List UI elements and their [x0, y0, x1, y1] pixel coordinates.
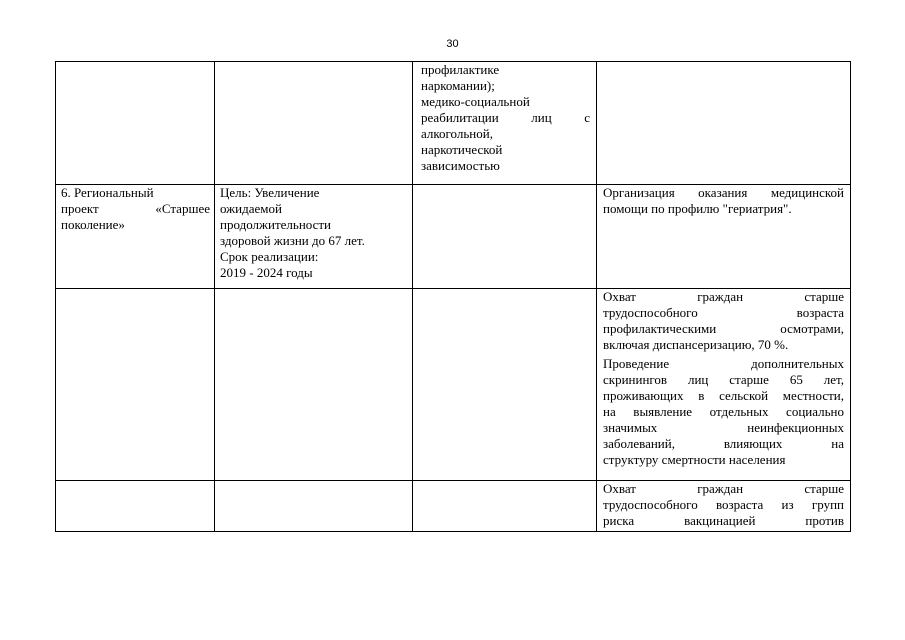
table-cell [56, 62, 215, 185]
table-cell [597, 185, 851, 289]
table-cell [215, 62, 413, 185]
cell-text: риска вакцинацией против [603, 513, 844, 528]
cell-text: медико-социальной [421, 94, 530, 109]
cell-text: Организация оказания медицинской [603, 185, 844, 200]
cell-text: значимых неинфекционных [603, 420, 844, 435]
cell-text: включая диспансеризацию, 70 %. [603, 337, 789, 352]
cell-text: реабилитации лиц с [421, 110, 590, 125]
page-number: 30 [446, 38, 459, 50]
table-cell [215, 185, 413, 289]
project-title-line: 6. Региональный [61, 185, 154, 200]
table-cell [413, 185, 597, 289]
table-cell [56, 289, 215, 481]
table-cell [597, 289, 851, 481]
goal-text: Цель: Увеличение [220, 185, 320, 200]
cell-text: профилактике [421, 62, 500, 77]
cell-text: алкогольной, [421, 126, 493, 141]
cell-text: профилактическими осмотрами, [603, 321, 844, 336]
goal-text: ожидаемой [220, 201, 282, 216]
cell-text: скринингов лиц старше 65 лет, [603, 372, 844, 387]
cell-text: наркомании); [421, 78, 495, 93]
table-cell [413, 62, 597, 185]
table-cell [597, 62, 851, 185]
cell-text: трудоспособного возраста из групп [603, 497, 844, 512]
table-row [56, 185, 851, 289]
table-cell [56, 185, 215, 289]
project-title-line: поколение» [61, 217, 125, 232]
goal-text: здоровой жизни до 67 лет. [220, 233, 365, 248]
cell-text: помощи по профилю "гериатрия". [603, 201, 792, 216]
cell-text: на выявление отдельных социально [603, 404, 844, 419]
cell-text: структуру смертности населения [603, 452, 786, 467]
project-title-line: проект «Старшее [61, 201, 210, 216]
goal-text: Срок реализации: [220, 249, 319, 264]
cell-text: Охват граждан старше [603, 289, 844, 304]
table-cell [215, 289, 413, 481]
table-row [56, 62, 851, 185]
table-cell [215, 481, 413, 532]
cell-text: Охват граждан старше [603, 481, 844, 496]
document-table [55, 61, 851, 532]
table-row [56, 481, 851, 532]
cell-text: заболеваний, влияющих на [603, 436, 844, 451]
table-cell [56, 481, 215, 532]
table-cell [597, 481, 851, 532]
cell-text: трудоспособного возраста [603, 305, 844, 320]
table-row [56, 289, 851, 481]
table-cell [413, 289, 597, 481]
cell-text: зависимостью [421, 158, 500, 173]
goal-text: продолжительности [220, 217, 332, 232]
cell-text: Проведение дополнительных [603, 356, 844, 371]
cell-text: наркотической [421, 142, 503, 157]
goal-text: 2019 - 2024 годы [220, 265, 313, 280]
table-cell [413, 481, 597, 532]
cell-text: проживающих в сельской местности, [603, 388, 844, 403]
